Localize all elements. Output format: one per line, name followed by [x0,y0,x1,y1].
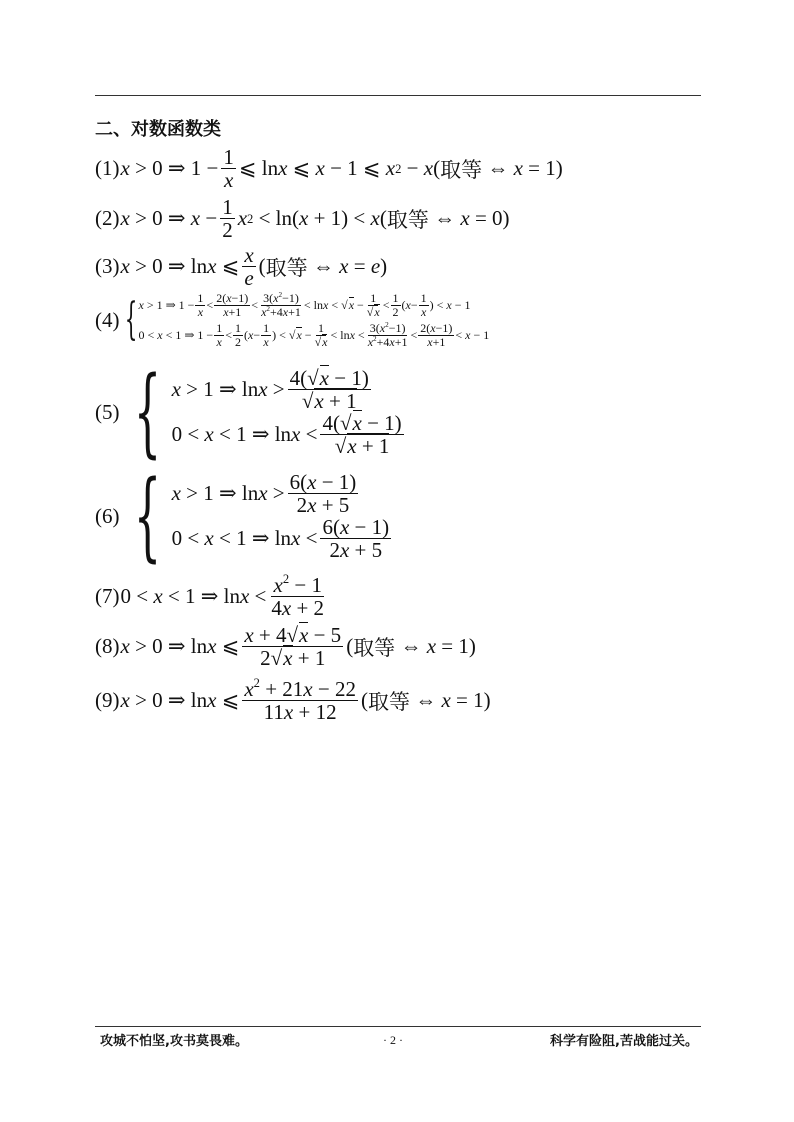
formula-3: (3) x > 0 ⇒ ln x ⩽ $\frac{x}{e}$ ( 取等 ⇔ x = e ) [95,243,388,291]
formula-label-4: (4) [95,307,120,332]
formula-label-5: (5) [95,399,120,424]
footer-right-motto: 科学有险阻,苦战能过关。 [550,1034,698,1049]
header-rule [95,95,701,96]
formula-label-6: (6) [95,503,120,528]
formula-label-8: (8) [95,634,120,659]
formula-label-7: (7) [95,584,120,609]
section-title: 二、对数函数类 [95,119,221,140]
formula-label-1: (1) [95,156,120,181]
formula-label-2: (2) [95,206,120,231]
formula-1: (1) x > 0 ⇒ 1 − $\frac{1}{x}$ ⩽ ln x ⩽ x − 1 ⩽ x 2 − x ( 取等 ⇔ x = 1) [95,145,563,193]
footer-left-motto: 攻城不怕坚,攻书莫畏难。 [100,1034,248,1049]
formula-9: (9) x > 0 ⇒ ln x ⩽ $\frac{x^2 + 21x - 22}{11x + 12}$ ( 取等 ⇔ x = 1) [95,676,491,725]
formula-label-9: (9) [95,688,120,713]
formula-2: (2) x > 0 ⇒ x − $\frac{1}{2}$ x 2 < ln ( x + 1) < x ( 取等 ⇔ x = 0) [95,195,510,243]
formula-label-3: (3) [95,254,120,279]
footer-rule [95,1026,701,1027]
formula-8: (8) x > 0 ⇒ ln x ⩽ $\frac{x + 4√x - 5}{2√x + 1}$ ( 取等 ⇔ x = 1) [95,623,476,671]
page-number: · 2 · [383,1033,403,1047]
formula-7: (7) 0 < x < 1 ⇒ ln x < $\frac{x^2 - 1}{4x + 2}$ [95,572,325,621]
formula-6: (6) { x > 1 ⇒ ln x > $\frac{6(x - 1)}{2x + 5}$ 0 < x < 1 ⇒ ln x < $\frac{6(x - 1)}{2x + 5}$ [95,460,390,572]
formula-4: (4) { x > 1 ⇒ 1 − $\frac{1}{x}$ < $\frac{2(x-1)}{x+1}$ < $\frac{3(x^2-1)}{x^2+4x+1}$ < ln x < √ x − $\frac{1}{√x}$ < $\frac{1}{2}$ ( x − $\frac{1}{x}$ ) < x − 1 0 < x < 1 ⇒ 1 − $\frac{1}{x}$ < $\frac{1}{2}$ ( x − $\frac{1}{x}$ ) < √ x − $\frac{1}{√x}$ < ln x < $\frac{3(x^2-1)}{x^2+4x+1}$ < $\frac{2(x-1)}{x+1}$ < x − 1 [95,290,490,349]
formula-5: (5) { x > 1 ⇒ ln x > $\frac{4(√x - 1)}{√x + 1}$ 0 < x < 1 ⇒ ln x < $\frac{4(√x - 1)}{√x + 1}$ [95,356,402,468]
